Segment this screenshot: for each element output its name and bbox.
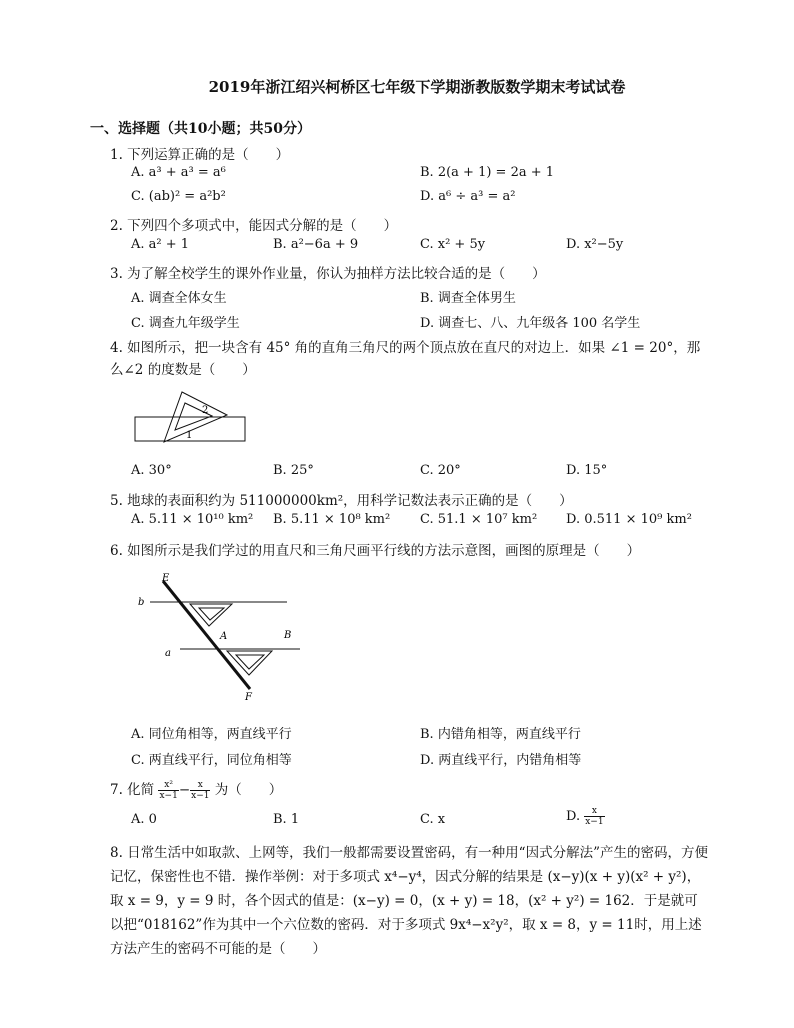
option-d-numerator: x	[584, 806, 604, 817]
question-7-suffix: 为（ ）	[214, 782, 283, 798]
triangle-bottom-inner	[236, 655, 264, 669]
option-d-denominator: x−1	[585, 817, 604, 827]
question-3-option-d: D. 调查七、八、九年级各 100 名学生	[420, 316, 641, 331]
fraction-1-denominator: x−1	[159, 791, 178, 801]
question-5-option-c: C. 51.1 × 10⁷ km²	[420, 512, 538, 527]
page-title: 2019年浙江绍兴柯桥区七年级下学期浙教版数学期末考试试卷	[208, 78, 626, 96]
minus-sign: −	[178, 782, 191, 798]
question-2-stem: 2. 下列四个多项式中，能因式分解的是（ ）	[110, 218, 398, 234]
question-1-option-d: D. a⁶ ÷ a³ = a²	[420, 189, 516, 204]
label-f: F	[245, 692, 252, 703]
question-7-option-d-label: D.	[566, 809, 585, 824]
fraction-2-numerator: x	[190, 780, 210, 791]
question-1-option-b: B. 2(a + 1) = 2a + 1	[420, 165, 555, 180]
question-7-option-b: B. 1	[273, 812, 300, 827]
question-5-stem: 5. 地球的表面积约为 511000000km²，用科学记数法表示正确的是（ ）	[110, 493, 573, 509]
question-1-option-c: C. (ab)² = a²b²	[131, 189, 226, 204]
question-6-option-a: A. 同位角相等，两直线平行	[131, 727, 292, 742]
question-2-option-a: A. a² + 1	[131, 237, 190, 252]
fraction-2-denominator: x−1	[191, 791, 210, 801]
question-6-option-c: C. 两直线平行，同位角相等	[131, 753, 292, 768]
label-point-b: B	[284, 630, 292, 641]
label-b: b	[138, 597, 145, 608]
question-6-stem: 6. 如图所示是我们学过的用直尺和三角尺画平行线的方法示意图，画图的原理是（ ）	[110, 543, 641, 559]
label-e: E	[162, 573, 170, 584]
question-3-stem: 3. 为了解全校学生的课外作业量，你认为抽样方法比较合适的是（ ）	[110, 266, 546, 282]
figure-4-ruler-triangle	[130, 388, 250, 448]
question-6-option-d: D. 两直线平行，内错角相等	[420, 753, 582, 768]
question-4-option-c: C. 20°	[420, 463, 461, 478]
label-a: a	[165, 648, 171, 659]
question-1-option-a: A. a³ + a³ = a⁶	[131, 165, 226, 180]
fraction-2	[190, 780, 210, 801]
fraction-1-numerator: x²	[158, 780, 178, 791]
question-4-option-a: A. 30°	[131, 463, 172, 478]
question-5-option-a: A. 5.11 × 10¹⁰ km²	[131, 512, 254, 527]
question-2-option-c: C. x² + 5y	[420, 237, 486, 252]
question-7-option-c: C. x	[420, 812, 446, 827]
question-7-option-a: A. 0	[131, 812, 157, 827]
question-4-option-b: B. 25°	[273, 463, 314, 478]
figure-6-parallel-lines	[130, 566, 300, 706]
question-4-option-d: D. 15°	[566, 463, 608, 478]
question-1-stem: 1. 下列运算正确的是（ ）	[110, 147, 290, 163]
question-4-stem: 4. 如图所示，把一块含有 45° 角的直角三角尺的两个顶点放在直尺的对边上．如果 ∠1 = 20°，那么∠2 的度数是（ ）	[110, 340, 701, 378]
question-8-stem: 8. 日常生活中如取款、上网等，我们一般都需要设置密码，有一种用“因式分解法”产生的密码，方便记忆，保密性也不错．操作举例：对于多项式 x⁴−y⁴，因式分解的结果是 (x−y)(x + y)(x² + y²)，取 x = 9，y = 9 时，各个因式的值是：(x−y) = 0，(x + y) = 18，(x² + y²) = 162．于是就可以把“018162”作为其中一个六位数的密码．对于多项式 9x⁴−x²y²，取 x = 8，y = 11时，用上述方法产生的密码不可能的是（ ）	[110, 845, 708, 957]
label-point-a: A	[220, 631, 228, 642]
fraction-1	[158, 780, 178, 801]
angle-1-label: 1	[186, 430, 193, 441]
question-6-option-b: B. 内错角相等，两直线平行	[420, 727, 581, 742]
question-2-option-d: D. x²−5y	[566, 237, 624, 252]
question-7-stem	[110, 778, 282, 801]
option-d-fraction	[584, 806, 604, 827]
question-7-option-d	[566, 806, 605, 827]
question-3-option-a: A. 调查全体女生	[131, 291, 227, 306]
question-7-prefix: 7. 化简	[110, 782, 155, 798]
section-heading: 一、选择题（共10小题；共50分）	[90, 121, 311, 137]
question-5-option-b: B. 5.11 × 10⁸ km²	[273, 512, 391, 527]
question-3-option-c: C. 调查九年级学生	[131, 316, 240, 331]
question-2-option-b: B. a²−6a + 9	[273, 237, 359, 252]
ruler-line-ef	[163, 581, 250, 689]
question-5-option-d: D. 0.511 × 10⁹ km²	[566, 512, 692, 527]
question-3-option-b: B. 调查全体男生	[420, 291, 516, 306]
angle-2-label: 2	[202, 405, 209, 416]
